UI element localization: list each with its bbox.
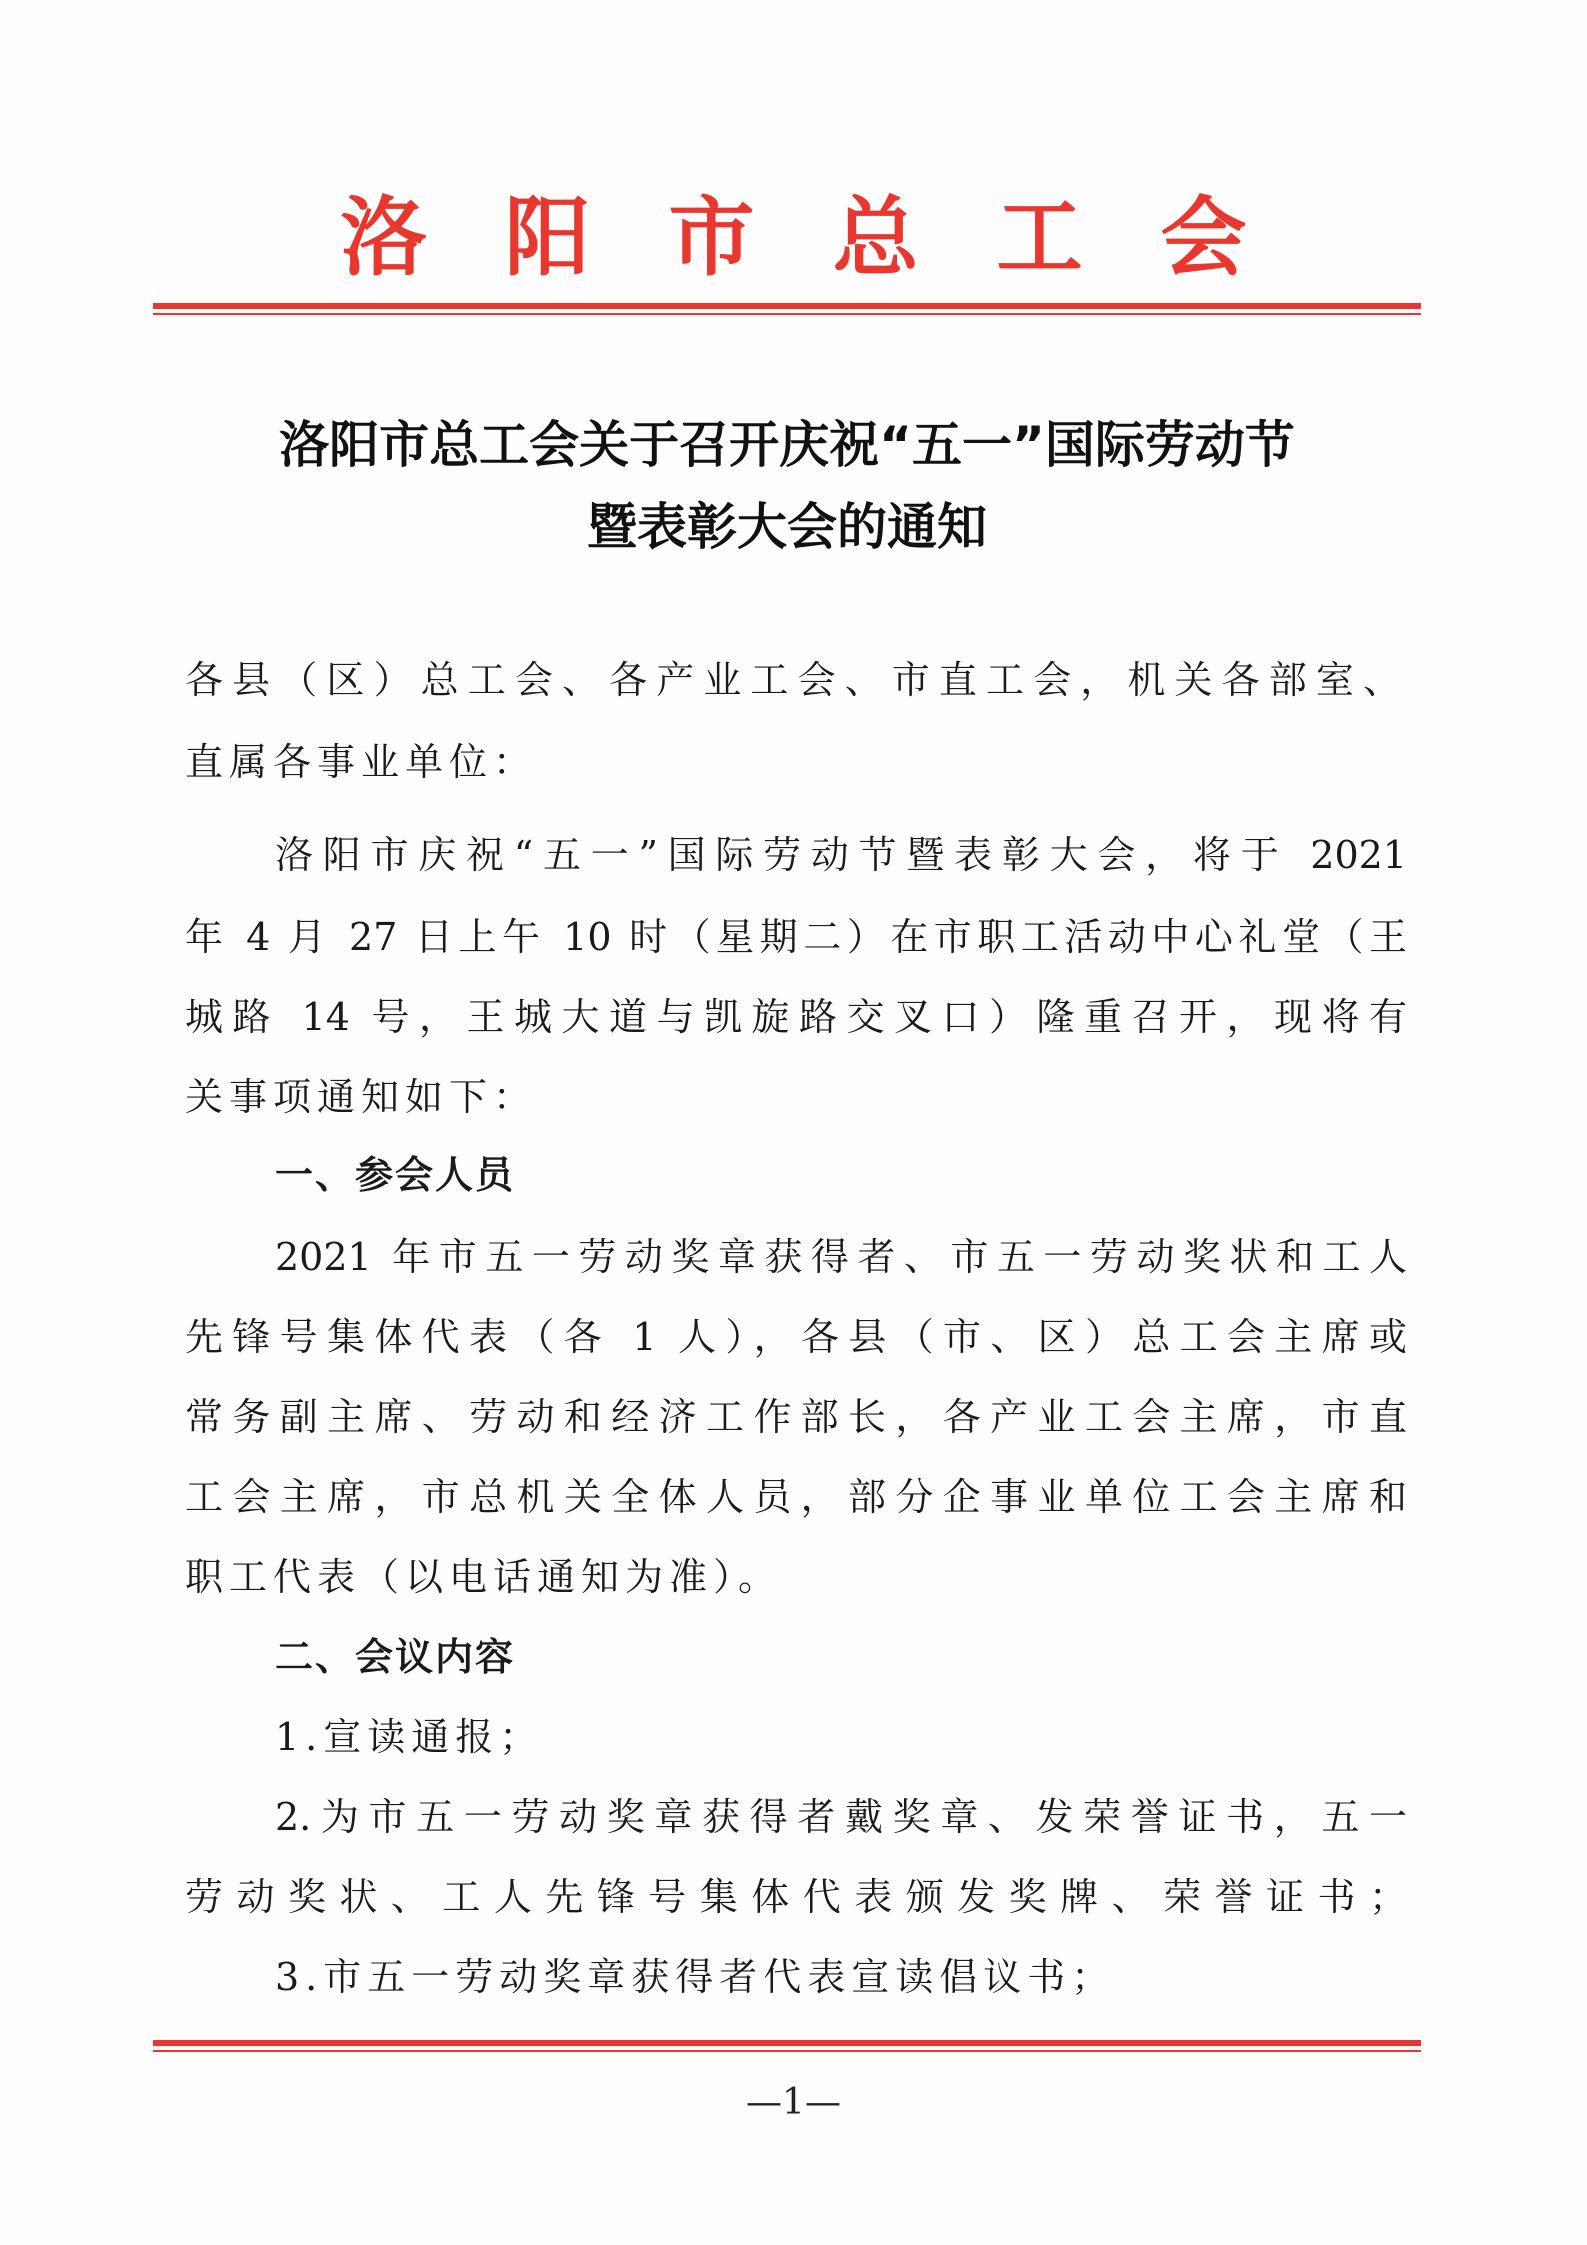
section-1-line-5: 职工代表（以电话通知为准）。 — [185, 1555, 783, 1599]
intro-line-4: 关事项通知如下： — [185, 1075, 538, 1119]
divider-thin-line — [153, 313, 1421, 315]
section-2-item-3: 3.市五一劳动奖章获得者代表宣读倡议书； — [275, 1955, 1116, 1999]
intro-line-3: 城路 14 号，王城大道与凯旋路交叉口）隆重召开，现将有 — [185, 995, 1407, 1039]
section-2-item-2-line-2: 劳动奖状、工人先锋号集体代表颁发奖牌、荣誉证书； — [185, 1875, 1407, 1919]
section-2-heading: 二、会议内容 — [275, 1635, 516, 1679]
intro-line-2: 年 4 月 27 日上午 10 时（星期二）在市职工活动中心礼堂（王 — [185, 915, 1407, 959]
section-1-line-3: 常务副主席、劳动和经济工作部长，各产业工会主席，市直 — [185, 1395, 1407, 1439]
footer-divider — [153, 2040, 1421, 2052]
section-1-heading: 一、参会人员 — [275, 1153, 516, 1197]
divider-thick-line — [153, 303, 1421, 309]
section-1-line-1: 2021 年市五一劳动奖章获得者、市五一劳动奖状和工人 — [275, 1235, 1407, 1279]
intro-line-1: 洛阳市庆祝“五一”国际劳动节暨表彰大会，将于 2021 — [275, 833, 1407, 877]
salutation-line-1: 各县（区）总工会、各产业工会、市直工会，机关各部室、 — [185, 658, 1407, 702]
page-number: —1— — [746, 2082, 841, 2123]
section-2-item-1: 1.宣读通报； — [275, 1715, 544, 1759]
section-1-line-2: 先锋号集体代表（各 1 人），各县（市、区）总工会主席或 — [185, 1315, 1407, 1359]
letterhead-title: 洛阳市总工会 — [340, 187, 1325, 288]
document-title-line-1: 洛阳市总工会关于召开庆祝“五一”国际劳动节 — [279, 416, 1295, 474]
section-2-item-2-line-1: 2.为市五一劳动奖章获得者戴奖章、发荣誉证书，五一 — [275, 1795, 1407, 1839]
footer-divider-thick-line — [153, 2040, 1421, 2046]
salutation-line-2: 直属各事业单位： — [185, 740, 538, 784]
section-1-line-4: 工会主席，市总机关全体人员，部分企事业单位工会主席和 — [185, 1475, 1407, 1519]
document-title-line-2: 暨表彰大会的通知 — [587, 498, 987, 556]
footer-divider-thin-line — [153, 2050, 1421, 2052]
letterhead-divider — [153, 303, 1421, 315]
